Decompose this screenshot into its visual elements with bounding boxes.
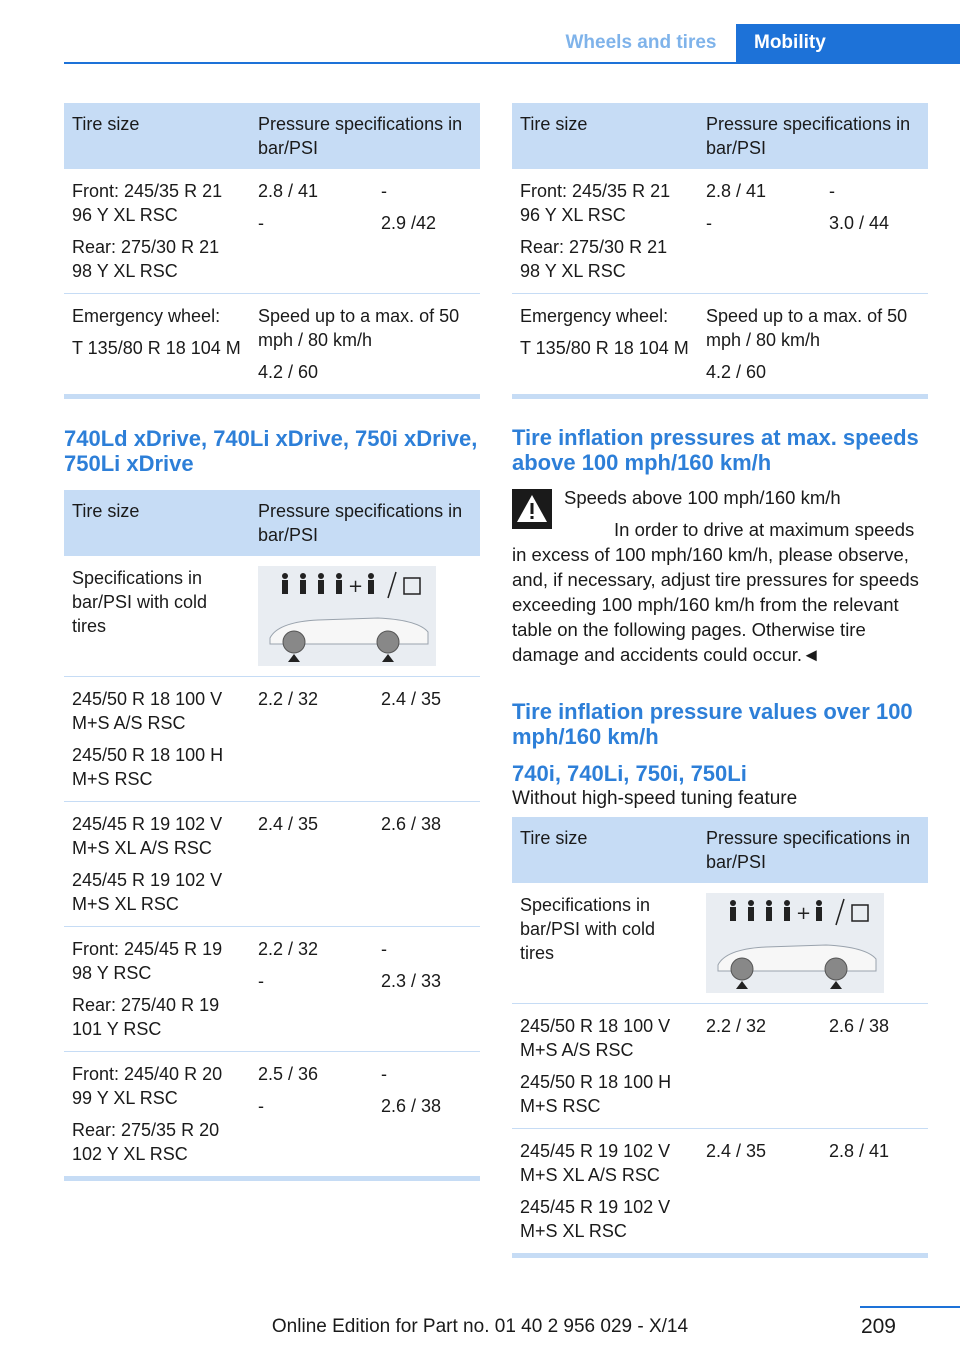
tire-size: 245/45 R 19 102 V M+S XL A/S RSC xyxy=(72,814,223,858)
tire-size: Rear: 275/30 R 21 98 Y XL RSC xyxy=(72,237,220,281)
table-row xyxy=(512,1129,928,1254)
header-chapter-tab[interactable]: Mobility xyxy=(736,24,960,62)
table-row xyxy=(64,294,480,395)
header-tire-size: Tire size xyxy=(512,103,698,169)
tire-size: 245/45 R 19 102 V M+S XL RSC xyxy=(72,870,223,914)
tire-size: 245/50 R 18 100 H M+S RSC xyxy=(520,1072,672,1116)
table-row xyxy=(512,169,928,294)
header-rule xyxy=(64,62,960,64)
tire-size: Rear: 275/35 R 20 102 Y XL RSC xyxy=(72,1120,220,1164)
pressure-value: 2.6 / 38 xyxy=(381,1096,442,1116)
pressure-value: 2.3 / 33 xyxy=(381,971,442,991)
warning-title: Speeds above 100 mph/160 km/h xyxy=(564,487,841,508)
svg-text:+: + xyxy=(796,903,812,924)
header-pressure: Pressure specifications in bar/PSI xyxy=(250,490,480,556)
subsection-heading: 740i, 740Li, 750i, 750Li xyxy=(512,761,747,786)
pressure-value: 3.0 / 44 xyxy=(829,213,890,233)
table-row xyxy=(64,802,480,927)
tire-size: Rear: 275/30 R 21 98 Y XL RSC xyxy=(520,237,668,281)
tire-size: Rear: 275/40 R 19 101 Y RSC xyxy=(72,995,220,1039)
right-bottom-table xyxy=(512,817,928,1253)
tire-size: 245/45 R 19 102 V M+S XL RSC xyxy=(520,1197,671,1241)
table-row xyxy=(512,1004,928,1129)
subsection-text: Without high-speed tuning feature xyxy=(512,788,798,809)
pressure-value: - xyxy=(381,1064,387,1084)
pressure-value: - xyxy=(381,181,387,201)
pressure-value: 2.6 / 38 xyxy=(381,814,442,834)
pressure-value: 2.2 / 32 xyxy=(258,689,319,709)
pressure-value: - xyxy=(258,971,264,991)
tire-size: Front: 245/45 R 19 98 Y RSC xyxy=(72,939,223,983)
vehicle-load-diagram-icon xyxy=(258,566,436,666)
section-heading: 740Ld xDrive, 740Li xDrive, 750i xDrive, 750Li xDrive xyxy=(64,426,478,476)
pressure-value: 4.2 / 60 xyxy=(258,362,319,382)
warning-block xyxy=(512,485,928,667)
pressure-value: 2.2 / 32 xyxy=(258,939,319,959)
table-header-row xyxy=(64,103,480,169)
right-column xyxy=(512,103,928,1258)
pressure-value: 2.6 / 38 xyxy=(829,1016,890,1036)
left-column xyxy=(64,103,480,1181)
svg-text:+: + xyxy=(348,576,364,597)
left-top-table xyxy=(64,103,480,394)
header-tire-size: Tire size xyxy=(512,817,698,883)
page-number-rule xyxy=(860,1306,960,1308)
table-row xyxy=(512,294,928,395)
table-end-rule xyxy=(64,1176,480,1181)
tire-size: Emergency wheel: xyxy=(520,306,669,326)
spec-label: Specifications in bar/PSI with cold tires xyxy=(72,568,208,636)
section-heading: Tire inflation pressures at max. speeds above 100 mph/160 km/h xyxy=(512,425,919,475)
table-row xyxy=(64,169,480,294)
pressure-value: 2.8 / 41 xyxy=(258,181,319,201)
table-row xyxy=(64,677,480,802)
left-bottom-table xyxy=(64,490,480,1176)
table-end-rule xyxy=(512,394,928,399)
table-header-row xyxy=(64,490,480,556)
table-row xyxy=(64,927,480,1052)
warning-triangle-icon xyxy=(512,489,552,529)
table-end-rule xyxy=(64,394,480,399)
table-row xyxy=(64,1052,480,1177)
header-pressure: Pressure specifications in bar/PSI xyxy=(698,817,928,883)
pressure-value: 2.8 / 41 xyxy=(829,1141,890,1161)
tire-size: Emergency wheel: xyxy=(72,306,221,326)
page-number: 209 xyxy=(860,1315,896,1338)
tire-size: 245/45 R 19 102 V M+S XL A/S RSC xyxy=(520,1141,671,1185)
pressure-value: 2.4 / 35 xyxy=(381,689,442,709)
pressure-value: - xyxy=(381,939,387,959)
table-row xyxy=(512,883,928,1004)
pressure-value: - xyxy=(258,1096,264,1116)
header-section-tab[interactable]: Wheels and tires xyxy=(565,32,717,53)
tire-size: Front: 245/40 R 20 99 Y XL RSC xyxy=(72,1064,223,1108)
pressure-value: 2.4 / 35 xyxy=(258,814,319,834)
table-header-row xyxy=(512,817,928,883)
vehicle-load-diagram-icon xyxy=(706,893,884,993)
pressure-value: 2.9 /42 xyxy=(381,213,437,233)
pressure-value: 2.2 / 32 xyxy=(706,1016,767,1036)
pressure-value: - xyxy=(706,213,712,233)
tire-size: 245/50 R 18 100 H M+S RSC xyxy=(72,745,224,789)
tire-size: T 135/80 R 18 104 M xyxy=(72,338,241,358)
footer-edition: Online Edition for Part no. 01 40 2 956 029 - X/14 xyxy=(271,1316,689,1337)
pressure-value: - xyxy=(258,213,264,233)
pressure-value: 4.2 / 60 xyxy=(706,362,767,382)
table-end-rule xyxy=(512,1253,928,1258)
right-top-table xyxy=(512,103,928,394)
section-heading: Tire inflation pressure values over 100 mph/160 km/h xyxy=(512,699,913,749)
header-tire-size: Tire size xyxy=(64,490,250,556)
header-pressure: Pressure specifications in bar/PSI xyxy=(698,103,928,169)
tire-size: Front: 245/35 R 21 96 Y XL RSC xyxy=(520,181,671,225)
speed-limit-note: Speed up to a max. of 50 mph / 80 km/h xyxy=(706,306,908,350)
tire-size: Front: 245/35 R 21 96 Y XL RSC xyxy=(72,181,223,225)
tire-size: T 135/80 R 18 104 M xyxy=(520,338,689,358)
pressure-value: 2.5 / 36 xyxy=(258,1064,319,1084)
pressure-value: 2.8 / 41 xyxy=(706,181,767,201)
table-header-row xyxy=(512,103,928,169)
header-pressure: Pressure specifications in bar/PSI xyxy=(250,103,480,169)
spec-label: Specifications in bar/PSI with cold tires xyxy=(520,895,656,963)
pressure-value: - xyxy=(829,181,835,201)
warning-body: In order to drive at maximum speeds in excess of 100 mph/160 km/h, please observe, and, if necessary, adjust tire pressures for speeds exceeding 100 mph/160 km/h from the relevant table on the following pages. Otherwise tire damage and accidents could occur.◄ xyxy=(512,519,919,665)
header-tire-size: Tire size xyxy=(64,103,250,169)
tire-size: 245/50 R 18 100 V M+S A/S RSC xyxy=(520,1016,671,1060)
speed-limit-note: Speed up to a max. of 50 mph / 80 km/h xyxy=(258,306,460,350)
table-row xyxy=(64,556,480,677)
pressure-value: 2.4 / 35 xyxy=(706,1141,767,1161)
tire-size: 245/50 R 18 100 V M+S A/S RSC xyxy=(72,689,223,733)
